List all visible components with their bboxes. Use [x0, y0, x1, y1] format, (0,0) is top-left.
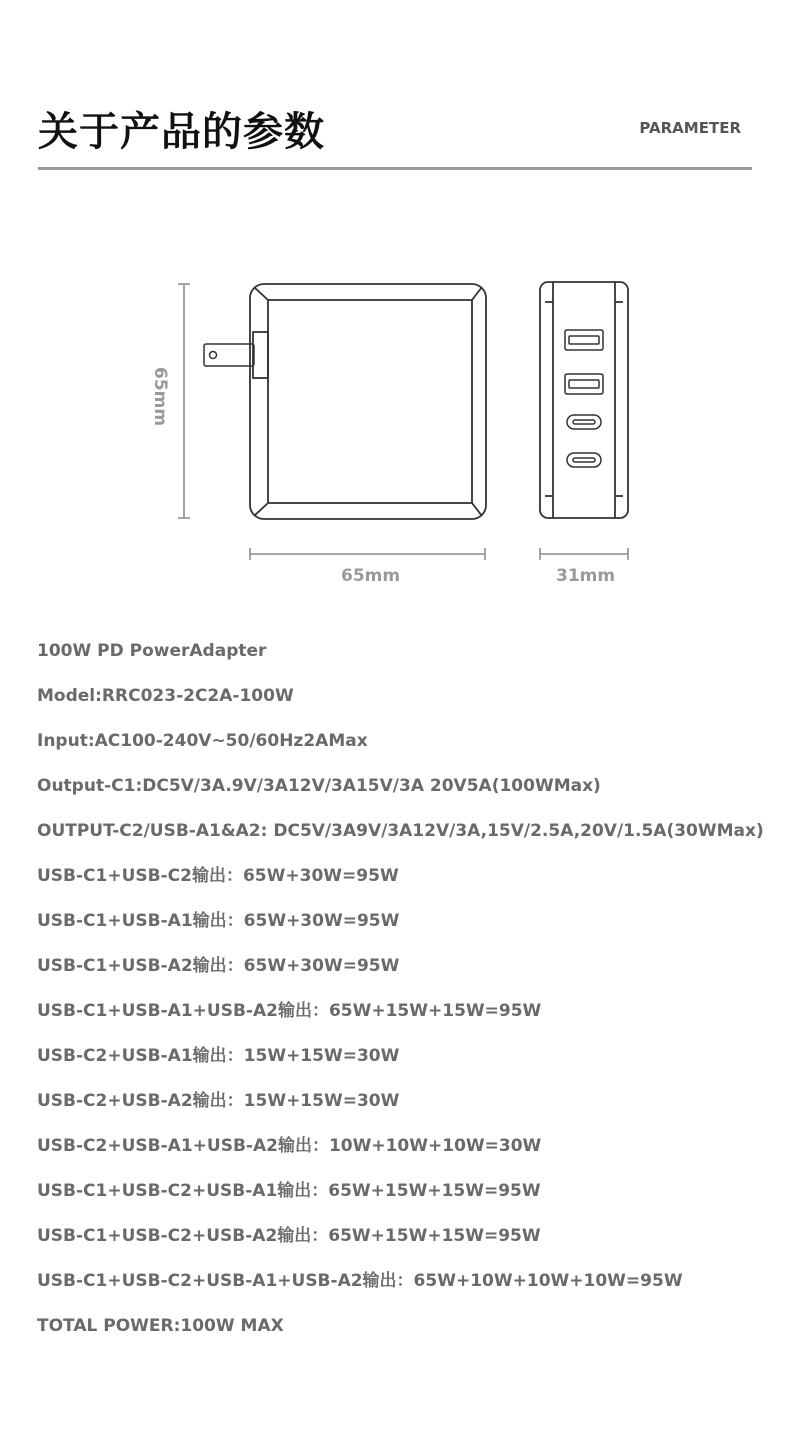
spec-combo: USB-C1+USB-A1输出：65W+30W=95W — [37, 911, 400, 931]
spec-model: Model:RRC023-2C2A-100W — [37, 686, 294, 706]
spec-input: Input:AC100-240V~50/60Hz2AMax — [37, 731, 368, 751]
page-title: 关于产品的参数 — [38, 109, 325, 155]
spec-combo: USB-C1+USB-C2输出：65W+30W=95W — [37, 866, 399, 886]
width-label: 65mm — [341, 566, 401, 586]
usb-c-port-icon — [567, 415, 601, 429]
spec-combo: USB-C1+USB-C2+USB-A1输出：65W+15W+15W=95W — [37, 1181, 541, 1201]
spec-combo: USB-C1+USB-C2+USB-A2输出：65W+15W+15W=95W — [37, 1226, 541, 1246]
spec-combo: USB-C2+USB-A1输出：15W+15W=30W — [37, 1046, 400, 1066]
spec-combo: USB-C2+USB-A1+USB-A2输出：10W+10W+10W=30W — [37, 1136, 542, 1156]
spec-combo: USB-C2+USB-A2输出：15W+15W=30W — [37, 1091, 400, 1111]
page-subtitle: PARAMETER — [639, 119, 741, 137]
width-dimension — [250, 548, 485, 560]
spec-combo: USB-C1+USB-A1+USB-A2输出：65W+15W+15W=95W — [37, 1001, 542, 1021]
usb-a-port-icon — [565, 374, 603, 394]
spec-total-power: TOTAL POWER:100W MAX — [37, 1316, 284, 1336]
charger-side-view — [540, 282, 628, 518]
height-dimension — [178, 284, 190, 518]
charger-diagram — [0, 270, 790, 600]
charger-front-view — [250, 284, 486, 519]
depth-label: 31mm — [556, 566, 616, 586]
usb-a-port-icon — [565, 330, 603, 350]
spec-combo: USB-C1+USB-A2输出：65W+30W=95W — [37, 956, 400, 976]
depth-dimension — [540, 548, 628, 560]
spec-output-c2-a: OUTPUT-C2/USB-A1&A2: DC5V/3A9V/3A12V/3A,15V/2.5A,20V/1.5A(30WMax) — [37, 821, 764, 841]
usb-c-port-icon — [567, 453, 601, 467]
spec-product-name: 100W PD PowerAdapter — [37, 641, 267, 661]
plug-prong-icon — [204, 344, 254, 366]
spec-output-c1: Output-C1:DC5V/3A.9V/3A12V/3A15V/3A 20V5A(100WMax) — [37, 776, 601, 796]
spec-combo: USB-C1+USB-C2+USB-A1+USB-A2输出：65W+10W+10W+10W=95W — [37, 1271, 683, 1291]
height-label: 65mm — [150, 367, 170, 427]
spec-list — [37, 640, 764, 1360]
header-divider — [38, 167, 752, 170]
